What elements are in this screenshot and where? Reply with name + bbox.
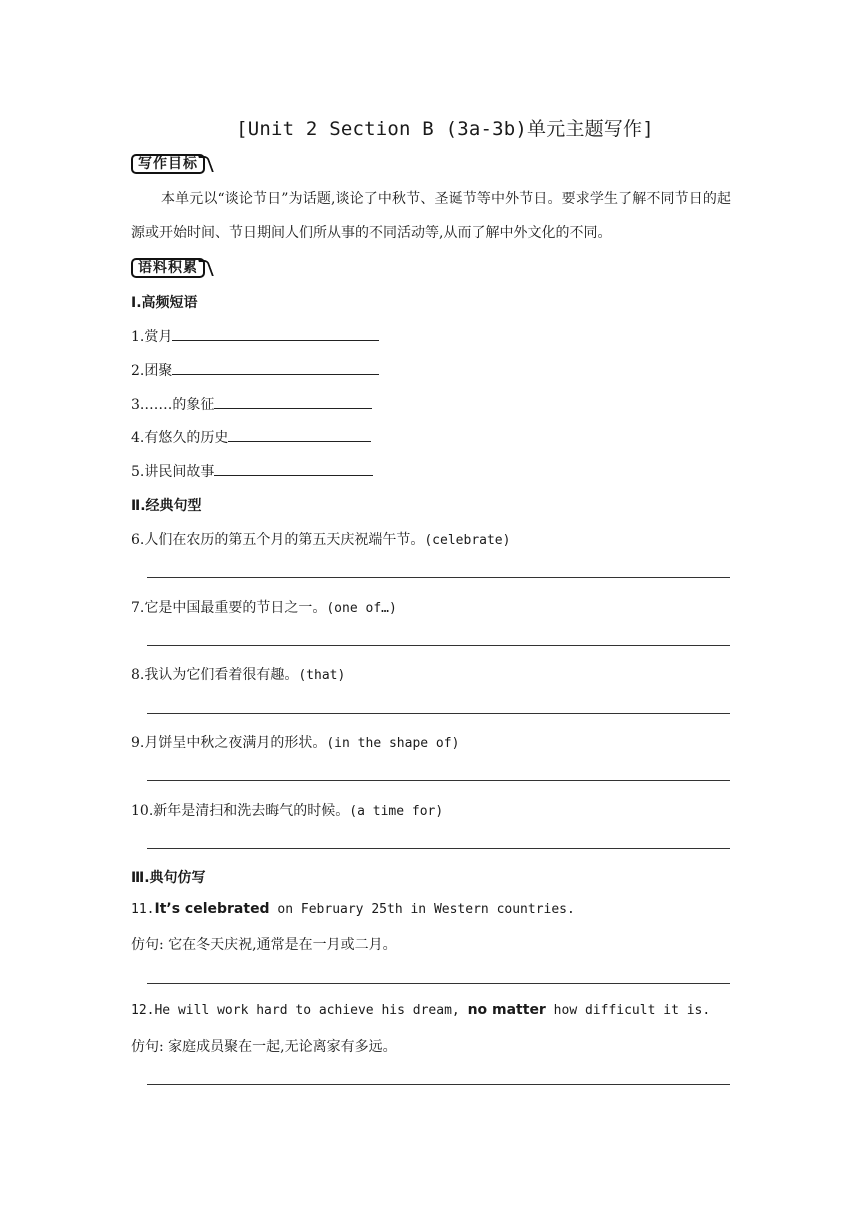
answer-blank[interactable]: [214, 394, 372, 409]
writing-goal-label: 写作目标: [138, 156, 198, 172]
imitation-item-11: 11.It’s celebrated on February 25th in Western countries.: [131, 901, 575, 917]
sentence-item-10: 10.新年是清扫和洗去晦气的时候。(a time for): [131, 803, 444, 819]
answer-line[interactable]: [147, 983, 730, 984]
phrase-item-1: 1.赏月: [131, 326, 379, 346]
page-title: [Unit 2 Section B (3a-3b)单元主题写作]: [236, 118, 654, 140]
imitation-item-12: 12.He will work hard to achieve his dream, no matter how difficult it is.: [131, 1002, 711, 1018]
phrase-item-5: 5.讲民间故事: [131, 461, 373, 481]
answer-line[interactable]: [147, 577, 730, 578]
answer-blank[interactable]: [172, 326, 379, 341]
materials-tag: [131, 258, 209, 278]
answer-line[interactable]: [147, 713, 730, 714]
imitation-prompt-11: 仿句: 它在冬天庆祝,通常是在一月或二月。: [131, 937, 397, 953]
section-3-title: Ⅲ.典句仿写: [131, 870, 206, 886]
phrase-item-2: 2.团聚: [131, 360, 379, 380]
answer-line[interactable]: [147, 1084, 730, 1085]
answer-line[interactable]: [147, 848, 730, 849]
materials-label: 语料积累: [138, 260, 198, 276]
answer-line[interactable]: [147, 780, 730, 781]
sentence-item-7: 7.它是中国最重要的节日之一。(one of…): [131, 600, 397, 616]
section-1-title: Ⅰ.高频短语: [131, 295, 198, 311]
answer-blank[interactable]: [214, 461, 373, 476]
section-2-title: Ⅱ.经典句型: [131, 498, 202, 514]
sentence-item-6: 6.人们在农历的第五个月的第五天庆祝端午节。(celebrate): [131, 532, 511, 548]
answer-line[interactable]: [147, 645, 730, 646]
sentence-item-9: 9.月饼呈中秋之夜满月的形状。(in the shape of): [131, 735, 460, 751]
writing-goal-tag: [131, 154, 209, 174]
intro-paragraph: 本单元以“谈论节日”为话题,谈论了中秋节、圣诞节等中外节日。要求学生了解不同节日的起源或开始时间、节日期间人们所从事的不同活动等,从而了解中外文化的不同。: [131, 191, 731, 241]
answer-blank[interactable]: [228, 427, 371, 442]
phrase-item-3: 3.……的象征: [131, 394, 372, 414]
phrase-item-4: 4.有悠久的历史: [131, 427, 371, 447]
sentence-item-8: 8.我认为它们看着很有趣。(that): [131, 667, 346, 683]
imitation-prompt-12: 仿句: 家庭成员聚在一起,无论离家有多远。: [131, 1039, 397, 1055]
answer-blank[interactable]: [172, 360, 379, 375]
